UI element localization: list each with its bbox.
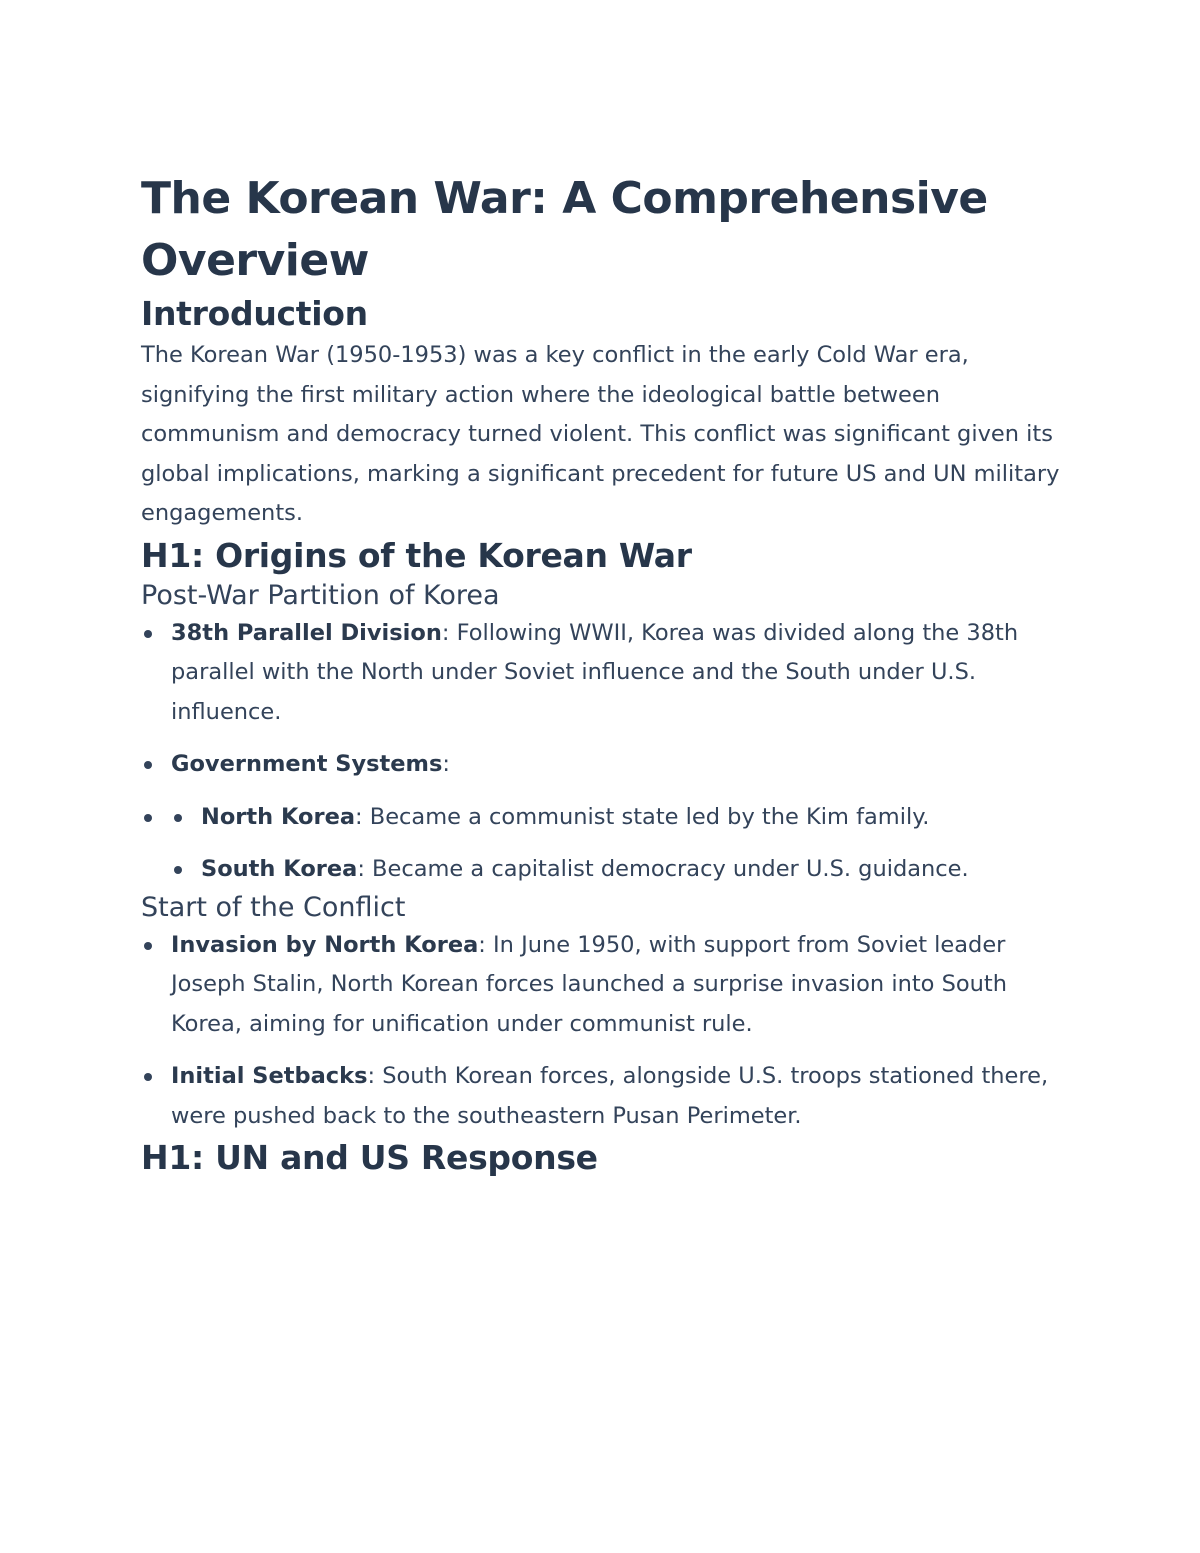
list-item-term: Government Systems — [171, 751, 443, 777]
list-item-term: 38th Parallel Division — [171, 619, 442, 646]
list-item-text: : In June 1950, with support from Soviet leader Joseph Stalin, North Korean forces launched a surprise invasion into South Korea, aiming for unification under communist rule. — [171, 931, 1007, 1037]
list-item-text: : Became a communist state led by the Kim family. — [355, 803, 930, 830]
list-item — [141, 614, 1066, 733]
introduction-heading: Introduction — [141, 294, 368, 333]
list-item-term: Invasion by North Korea — [171, 931, 479, 958]
list-item-term: North Korea — [201, 803, 356, 830]
government-systems-list — [141, 798, 1066, 890]
nested-list-item — [171, 798, 1066, 838]
nested-list-container — [141, 798, 1066, 890]
response-heading: H1: UN and US Response — [141, 1138, 598, 1177]
list-item-text: : Became a capitalist democracy under U.S. guidance. — [357, 856, 969, 882]
list-item-term: Initial Setbacks — [171, 1063, 368, 1089]
conflict-list — [141, 926, 1066, 1137]
introduction-paragraph: The Korean War (1950-1953) was a key conflict in the early Cold War era, signifying the first military action where the ideological battle between communism and democracy turned violent. This conflict was significant given its global implications, marking a significant precedent for future US and UN military engagements. — [141, 342, 1060, 526]
list-item — [141, 926, 1066, 1045]
list-item-text: : — [442, 751, 450, 777]
list-item-text: : Following WWII, Korea was divided along the 38th parallel with the North under Soviet influence and the South under U.S. influence. — [171, 619, 1019, 725]
list-item — [141, 745, 1066, 785]
conflict-subheading: Start of the Conflict — [141, 891, 406, 923]
list-item — [141, 1057, 1066, 1136]
document-title: The Korean War: A Comprehensive Overview — [141, 173, 988, 286]
nested-list-item — [171, 850, 1066, 890]
partition-list — [141, 614, 1066, 890]
list-item-text: : South Korean forces, alongside U.S. troops stationed there, were pushed back to the southeastern Pusan Perimeter. — [171, 1063, 1049, 1129]
document-page — [141, 168, 1066, 1180]
partition-subheading: Post-War Partition of Korea — [141, 579, 500, 611]
list-item-term: South Korea — [201, 856, 358, 882]
origins-heading: H1: Origins of the Korean War — [141, 535, 692, 575]
